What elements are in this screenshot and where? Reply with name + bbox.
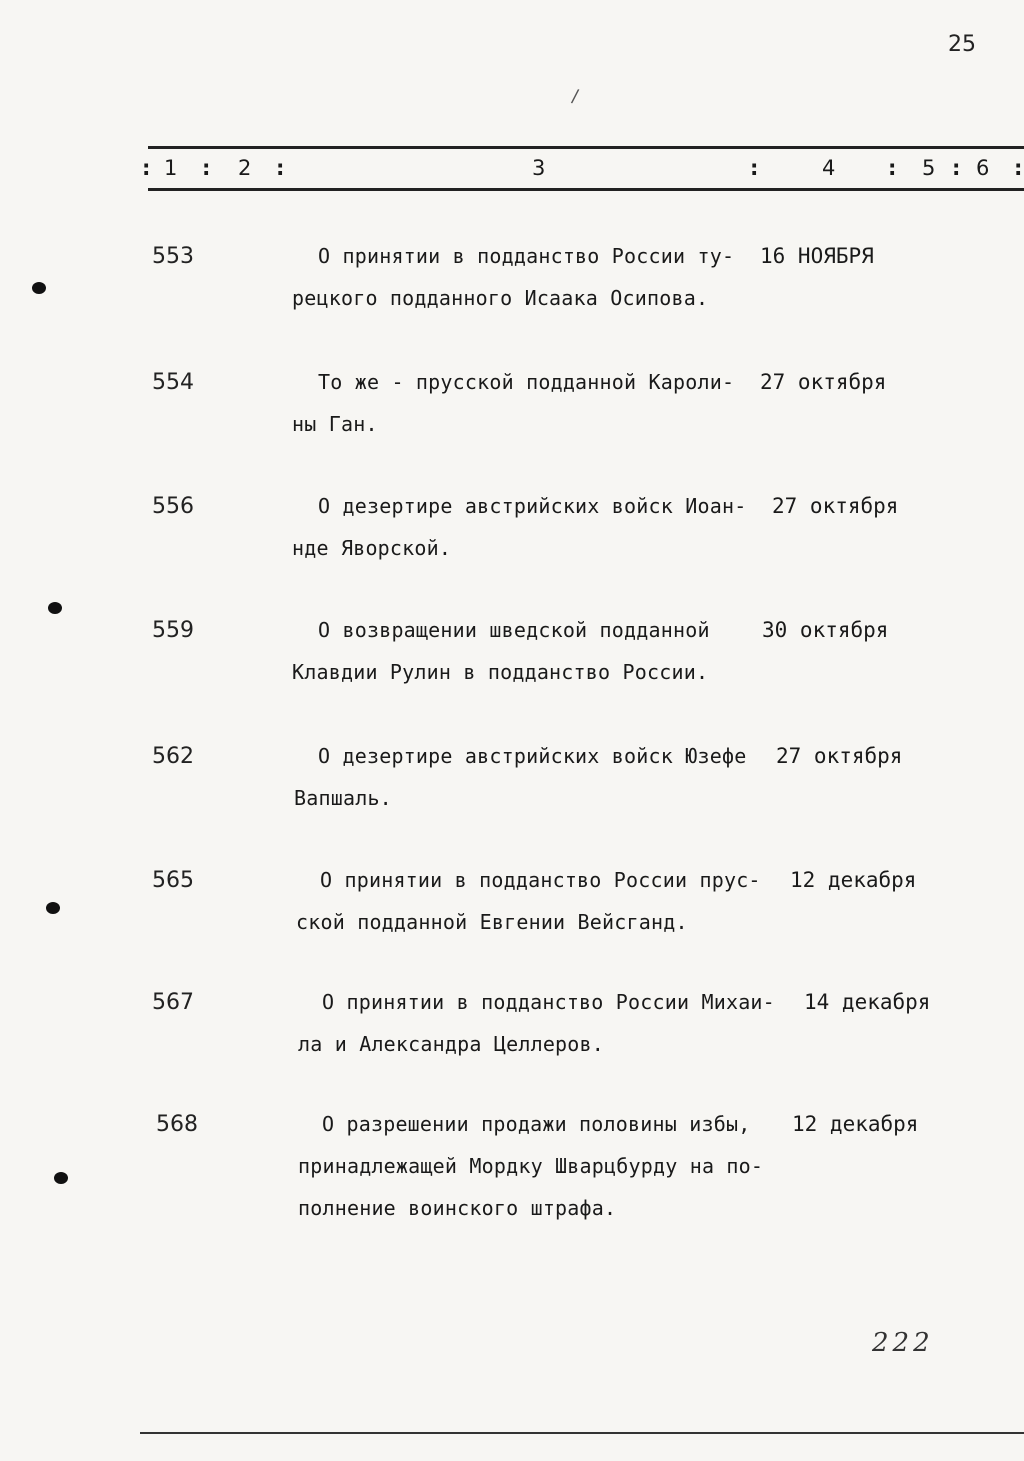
header-separator: : (750, 156, 759, 180)
entry-text-line: О разрешении продажи половины избы, (322, 1112, 751, 1136)
entry-number: 565 (152, 868, 194, 893)
header-separator: : (952, 156, 961, 180)
header-separator: : (276, 156, 285, 180)
entry-number: 556 (152, 494, 194, 519)
header-separator: : (1014, 156, 1023, 180)
entry-text-line: О дезертире австрийских войск Иоан- (318, 494, 747, 518)
header-col-3: 3 (532, 156, 546, 180)
footer-rule (140, 1432, 1024, 1434)
header-separator: : (202, 156, 211, 180)
header-col-5: 5 (922, 156, 936, 180)
entry-text-line: ны Ган. (292, 412, 378, 436)
entry-number: 567 (152, 990, 194, 1015)
entry-number: 554 (152, 370, 194, 395)
entry-text-line: Клавдии Рулин в подданство России. (292, 660, 709, 684)
header-top-rule (148, 146, 1024, 149)
header-separator: : (888, 156, 897, 180)
entry-text-line: О возвращении шведской подданной (318, 618, 710, 642)
header-separator: : (142, 156, 151, 180)
entry-text-line: принадлежащей Мордку Шварцбурду на по- (298, 1154, 764, 1178)
entry-date: 27 октября (760, 370, 887, 394)
header-col-1: 1 (164, 156, 178, 180)
handwritten-sheet-number: 222 (872, 1328, 934, 1358)
entry-text-line: ла и Александра Целлеров. (298, 1032, 605, 1056)
punch-hole (54, 1172, 68, 1184)
entry-date: 27 октября (772, 494, 899, 518)
entry-text-line: Вапшаль. (294, 786, 392, 810)
entry-date: 12 декабря (792, 1112, 919, 1136)
entry-date: 16 НОЯБРЯ (760, 244, 874, 268)
entry-number: 568 (156, 1112, 198, 1137)
header-col-4: 4 (822, 156, 836, 180)
entry-text-line: То же - прусской подданной Кароли- (318, 370, 735, 394)
entry-text-line: полнение воинского штрафа. (298, 1196, 617, 1220)
header-bottom-rule (148, 188, 1024, 191)
entry-text-line: ской подданной Евгении Вейсганд. (296, 910, 688, 934)
entry-text-line: О принятии в подданство России Михаи- (322, 990, 775, 1014)
header-col-6: 6 (976, 156, 990, 180)
entry-text-line: О принятии в подданство России прус- (320, 868, 761, 892)
punch-hole (46, 902, 60, 914)
entry-date: 27 октября (776, 744, 903, 768)
header-col-2: 2 (238, 156, 252, 180)
entry-text-line: рецкого подданного Исаака Осипова. (292, 286, 709, 310)
page-number: 25 (948, 32, 976, 57)
entry-number: 553 (152, 244, 194, 269)
entry-text-line: нде Яворской. (292, 536, 452, 560)
entry-number: 559 (152, 618, 194, 643)
entry-date: 30 октября (762, 618, 889, 642)
punch-hole (32, 282, 46, 294)
punch-hole (48, 602, 62, 614)
table-header (140, 156, 1024, 186)
entry-text-line: О принятии в подданство России ту- (318, 244, 735, 268)
slash-mark: / (570, 85, 580, 108)
entry-date: 12 декабря (790, 868, 917, 892)
entry-number: 562 (152, 744, 194, 769)
entry-date: 14 декабря (804, 990, 931, 1014)
entry-text-line: О дезертире австрийских войск Юзефе (318, 744, 747, 768)
